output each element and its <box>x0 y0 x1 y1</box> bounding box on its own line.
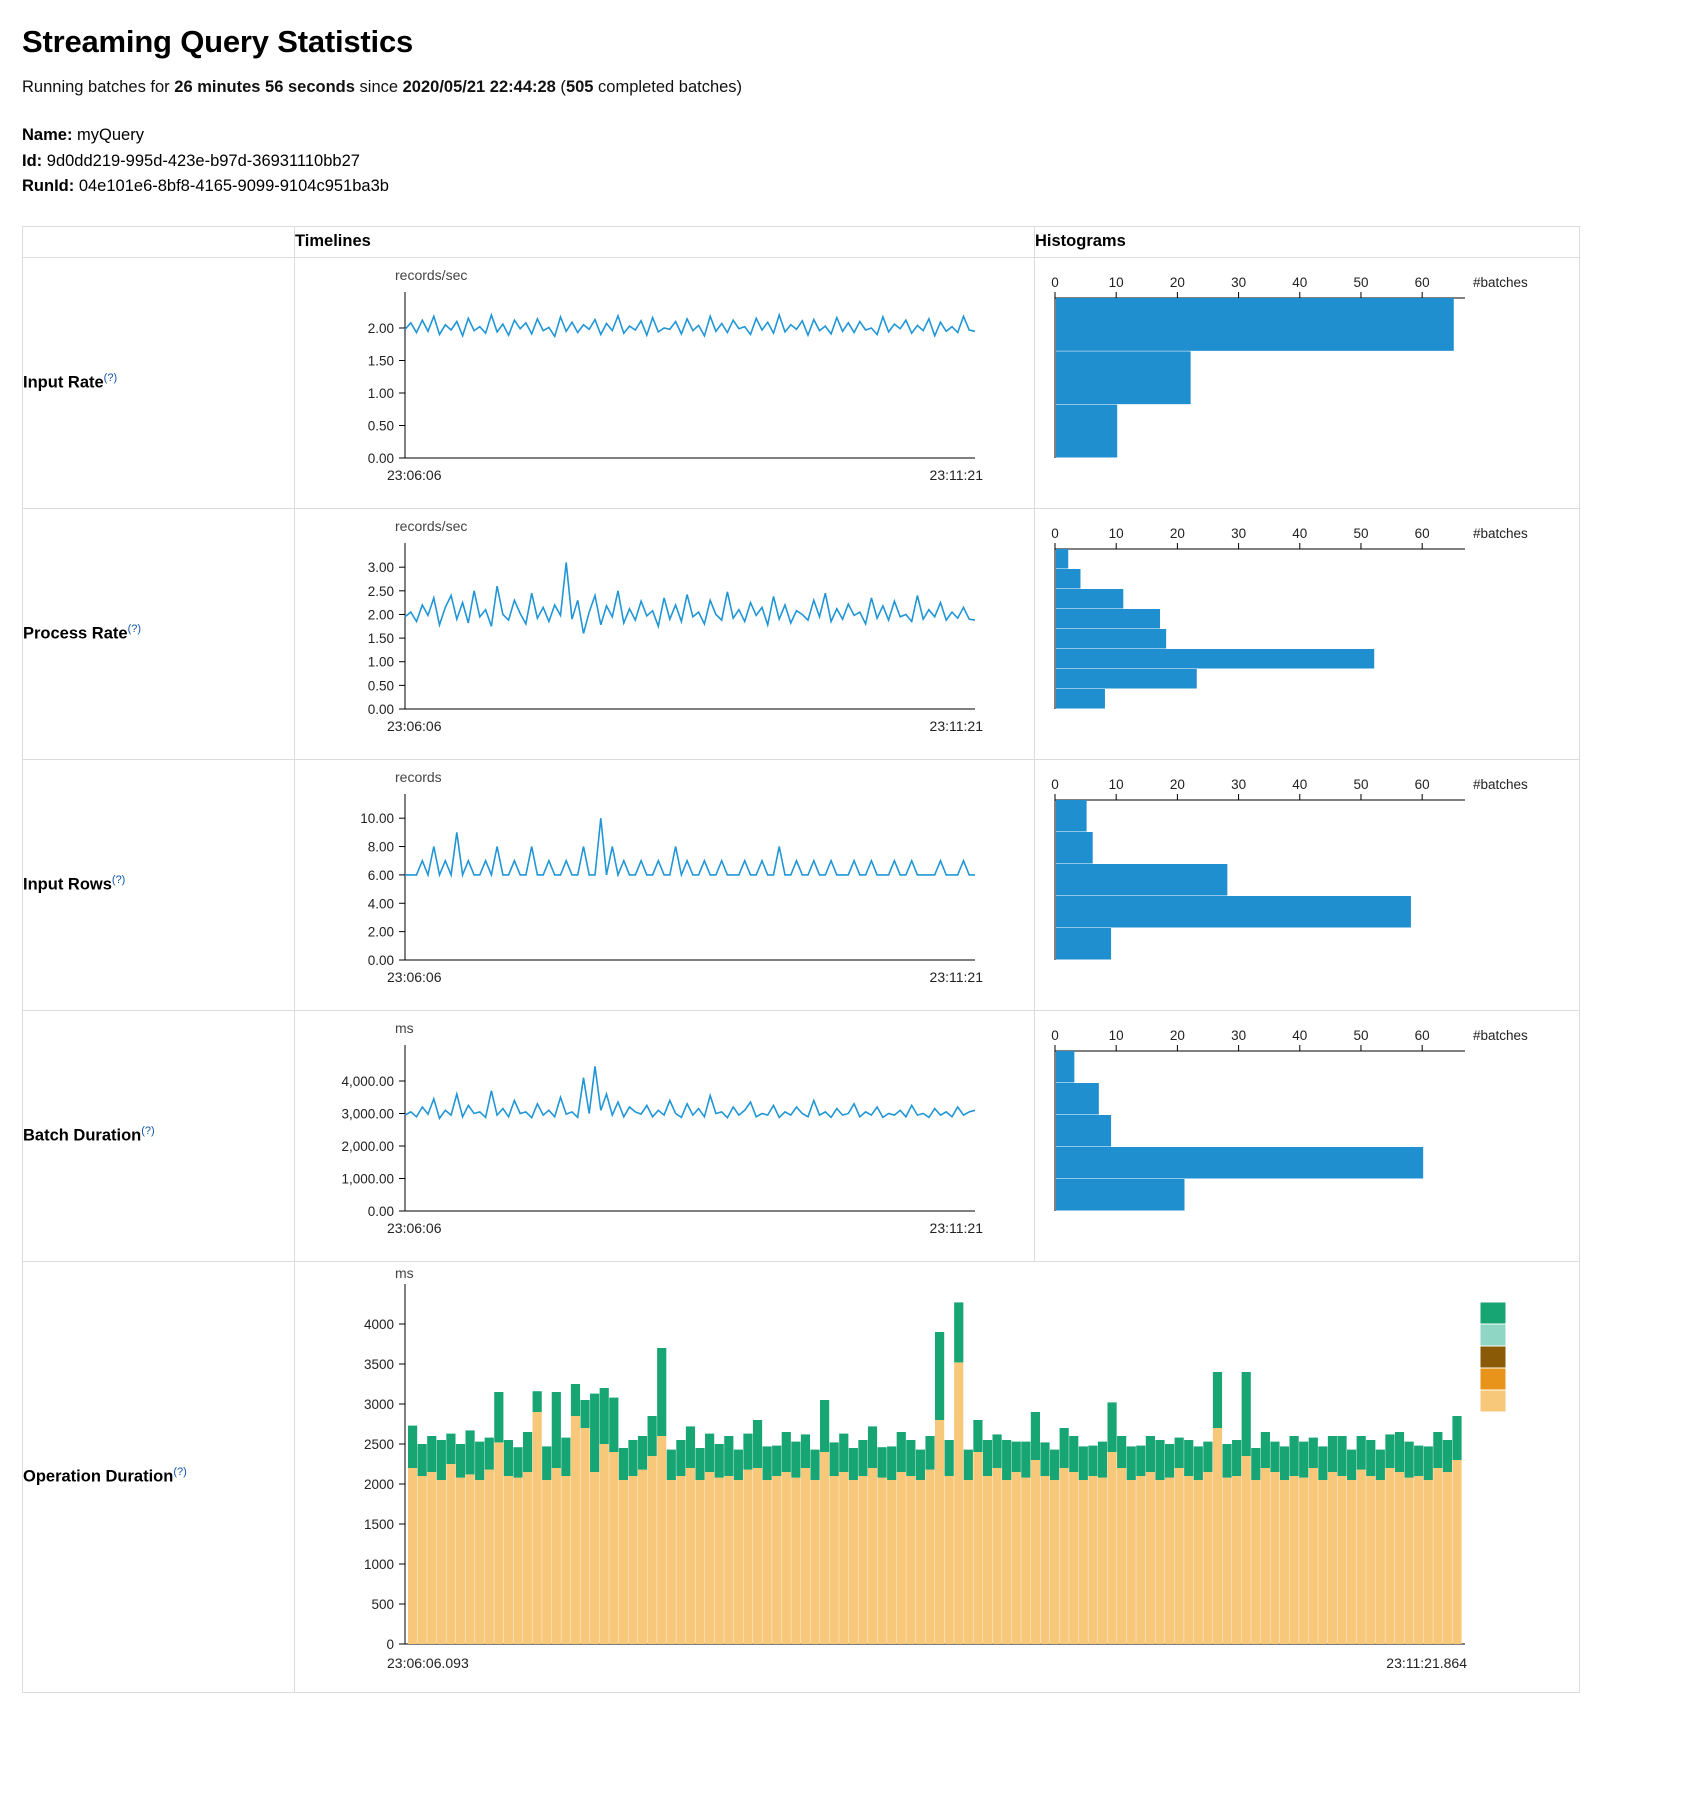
svg-text:60: 60 <box>1414 525 1430 541</box>
svg-text:10: 10 <box>1108 776 1124 792</box>
running-duration: 26 minutes 56 seconds <box>174 78 355 96</box>
svg-text:50: 50 <box>1353 525 1369 541</box>
svg-text:6.00: 6.00 <box>367 867 394 883</box>
svg-text:30: 30 <box>1231 1027 1247 1043</box>
svg-text:23:06:06.093: 23:06:06.093 <box>387 1654 469 1671</box>
svg-text:23:06:06: 23:06:06 <box>387 968 442 985</box>
svg-text:records/sec: records/sec <box>395 266 468 283</box>
operation-duration-cell <box>295 1261 1580 1692</box>
row-label-input-rows <box>23 759 295 1010</box>
svg-text:1,000.00: 1,000.00 <box>341 1171 394 1187</box>
svg-text:0.00: 0.00 <box>367 701 394 717</box>
svg-text:23:11:21: 23:11:21 <box>929 1219 983 1236</box>
svg-text:2500: 2500 <box>363 1436 394 1452</box>
svg-text:4.00: 4.00 <box>367 895 394 911</box>
svg-text:23:06:06: 23:06:06 <box>387 717 442 734</box>
query-metadata <box>22 123 1671 200</box>
svg-text:records/sec: records/sec <box>395 517 468 534</box>
svg-text:50: 50 <box>1353 776 1369 792</box>
query-id-value: 9d0dd219-995d-423e-b97d-36931110bb27 <box>46 151 360 170</box>
query-runid-key: RunId: <box>22 177 75 196</box>
help-icon[interactable]: (?) <box>173 1466 187 1479</box>
svg-text:23:06:06: 23:06:06 <box>387 466 442 483</box>
svg-text:23:11:21.864: 23:11:21.864 <box>1386 1654 1467 1671</box>
statistics-table <box>22 226 1580 1693</box>
svg-text:23:06:06: 23:06:06 <box>387 1219 442 1236</box>
timeline-cell-input-rows <box>295 759 1035 1010</box>
batches-open-paren: ( <box>555 78 566 96</box>
running-prefix: Running batches for <box>22 78 175 96</box>
svg-text:0.50: 0.50 <box>367 418 394 434</box>
row-label-text: Batch Duration <box>23 1126 142 1145</box>
header-histograms: Histograms <box>1035 226 1580 257</box>
timeline-cell-batch-duration <box>295 1010 1035 1261</box>
svg-text:0: 0 <box>1051 1027 1059 1043</box>
svg-text:40: 40 <box>1292 1027 1308 1043</box>
svg-text:0.00: 0.00 <box>367 1203 394 1219</box>
svg-text:1.00: 1.00 <box>367 385 394 401</box>
svg-text:0.00: 0.00 <box>367 952 394 968</box>
row-label-batch-duration <box>23 1010 295 1261</box>
svg-text:0.50: 0.50 <box>367 678 394 694</box>
svg-text:30: 30 <box>1231 776 1247 792</box>
query-runid-value: 04e101e6-8bf8-4165-9099-9104c951ba3b <box>78 177 389 196</box>
query-name-row <box>22 123 1671 149</box>
svg-text:#batches: #batches <box>1473 525 1528 541</box>
row-label-text: Process Rate <box>23 624 128 643</box>
svg-text:#batches: #batches <box>1473 274 1528 290</box>
svg-text:50: 50 <box>1353 274 1369 290</box>
header-timelines: Timelines <box>295 226 1035 257</box>
svg-text:23:11:21: 23:11:21 <box>929 968 983 985</box>
query-id-row <box>22 149 1671 175</box>
svg-text:20: 20 <box>1169 274 1185 290</box>
svg-text:10: 10 <box>1108 525 1124 541</box>
svg-text:23:11:21: 23:11:21 <box>929 466 983 483</box>
operation-duration-chart <box>295 1262 1555 1692</box>
svg-text:20: 20 <box>1169 776 1185 792</box>
help-icon[interactable]: (?) <box>127 623 142 636</box>
svg-text:1.50: 1.50 <box>367 630 394 646</box>
svg-text:#batches: #batches <box>1473 1027 1528 1043</box>
svg-text:500: 500 <box>371 1596 394 1612</box>
help-icon[interactable]: (?) <box>111 874 126 887</box>
svg-text:40: 40 <box>1292 776 1308 792</box>
process-rate-timeline-chart <box>295 509 1015 759</box>
row-label-text: Input Rate <box>23 373 104 392</box>
row-label-operation-duration <box>23 1261 295 1692</box>
help-icon[interactable]: (?) <box>141 1125 155 1138</box>
svg-text:40: 40 <box>1292 525 1308 541</box>
svg-text:10: 10 <box>1108 1027 1124 1043</box>
histogram-cell-input-rate <box>1035 257 1580 508</box>
input-rate-histogram-chart <box>1035 258 1555 508</box>
process-rate-histogram-chart <box>1035 509 1555 759</box>
svg-text:40: 40 <box>1292 274 1308 290</box>
svg-text:10.00: 10.00 <box>360 810 394 826</box>
svg-text:0: 0 <box>386 1636 394 1652</box>
query-runid-row <box>22 174 1671 200</box>
svg-text:0: 0 <box>1051 274 1059 290</box>
svg-text:60: 60 <box>1414 1027 1430 1043</box>
row-label-text: Input Rows <box>23 875 112 894</box>
query-name-key: Name: <box>22 126 73 144</box>
svg-text:records: records <box>395 768 442 785</box>
histogram-cell-input-rows <box>1035 759 1580 1010</box>
table-row <box>23 1010 1580 1261</box>
table-header-row <box>23 226 1580 257</box>
svg-text:2.00: 2.00 <box>367 320 394 336</box>
svg-text:1.00: 1.00 <box>367 654 394 670</box>
since-timestamp: 2020/05/21 22:44:28 <box>402 78 556 96</box>
svg-text:8.00: 8.00 <box>367 839 394 855</box>
svg-text:30: 30 <box>1231 274 1247 290</box>
svg-text:0: 0 <box>1051 525 1059 541</box>
svg-text:2.50: 2.50 <box>367 583 394 599</box>
since-word: since <box>354 78 403 96</box>
svg-text:23:11:21: 23:11:21 <box>929 717 983 734</box>
svg-text:0.00: 0.00 <box>367 450 394 466</box>
table-row <box>23 1261 1580 1692</box>
svg-text:50: 50 <box>1353 1027 1369 1043</box>
input-rows-histogram-chart <box>1035 760 1555 1010</box>
svg-text:4,000.00: 4,000.00 <box>341 1073 394 1089</box>
svg-text:ms: ms <box>395 1264 414 1281</box>
header-blank <box>23 226 295 257</box>
svg-text:2,000.00: 2,000.00 <box>341 1138 394 1154</box>
page-title: Streaming Query Statistics <box>22 24 414 59</box>
svg-text:2.00: 2.00 <box>367 607 394 623</box>
row-label-input-rate <box>23 257 295 508</box>
table-row <box>23 508 1580 759</box>
query-name-value: myQuery <box>77 126 144 144</box>
completed-batches-count: 505 <box>565 78 594 96</box>
svg-text:0: 0 <box>1051 776 1059 792</box>
histogram-cell-process-rate <box>1035 508 1580 759</box>
svg-text:3000: 3000 <box>363 1396 394 1412</box>
svg-text:1500: 1500 <box>363 1516 394 1532</box>
timeline-cell-process-rate <box>295 508 1035 759</box>
table-row <box>23 257 1580 508</box>
table-row <box>23 759 1580 1010</box>
svg-text:3500: 3500 <box>363 1356 394 1372</box>
running-summary <box>22 78 1671 97</box>
svg-text:ms: ms <box>395 1019 414 1036</box>
batch-duration-timeline-chart <box>295 1011 1015 1261</box>
help-icon[interactable]: (?) <box>103 372 118 385</box>
svg-text:20: 20 <box>1169 525 1185 541</box>
svg-text:1000: 1000 <box>363 1556 394 1572</box>
svg-text:60: 60 <box>1414 776 1430 792</box>
svg-text:3,000.00: 3,000.00 <box>341 1106 394 1122</box>
svg-text:#batches: #batches <box>1473 776 1528 792</box>
row-label-text: Operation Duration <box>23 1467 174 1486</box>
svg-text:1.50: 1.50 <box>367 353 394 369</box>
svg-text:30: 30 <box>1231 525 1247 541</box>
svg-text:2000: 2000 <box>363 1476 394 1492</box>
timeline-cell-input-rate <box>295 257 1035 508</box>
svg-text:60: 60 <box>1414 274 1430 290</box>
query-id-key: Id: <box>22 151 43 170</box>
svg-text:2.00: 2.00 <box>367 924 394 940</box>
input-rate-timeline-chart <box>295 258 1015 508</box>
histogram-cell-batch-duration <box>1035 1010 1580 1261</box>
svg-text:20: 20 <box>1169 1027 1185 1043</box>
batch-duration-histogram-chart <box>1035 1011 1555 1261</box>
svg-text:4000: 4000 <box>363 1316 394 1332</box>
batches-suffix: completed batches) <box>593 78 743 96</box>
row-label-process-rate <box>23 508 295 759</box>
svg-text:3.00: 3.00 <box>367 559 394 575</box>
input-rows-timeline-chart <box>295 760 1015 1010</box>
svg-text:10: 10 <box>1108 274 1124 290</box>
